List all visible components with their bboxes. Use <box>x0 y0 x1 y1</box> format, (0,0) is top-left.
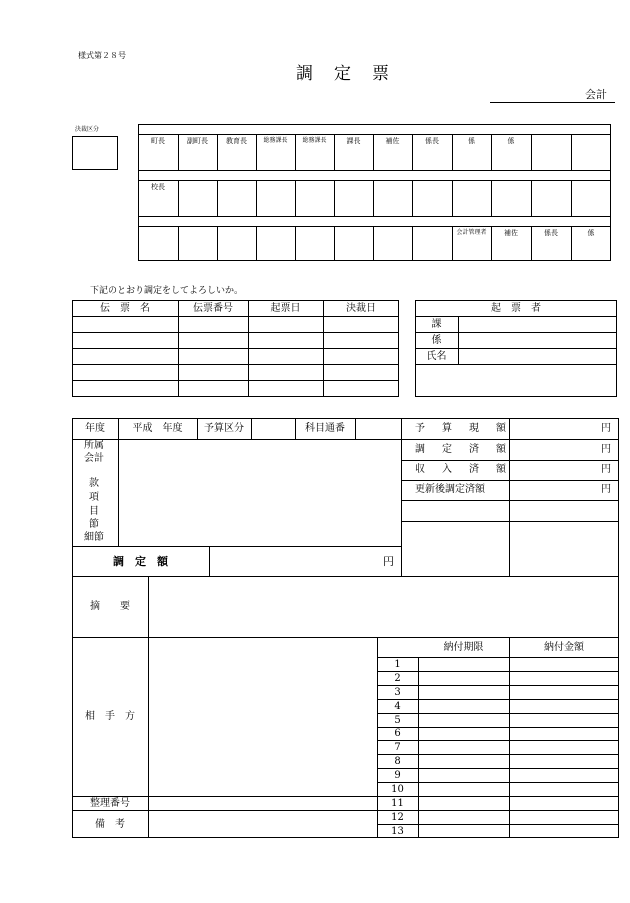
assessment-amount-label: 調 定 額 <box>113 555 168 568</box>
affiliation-label: 所属 <box>84 440 104 451</box>
approval-title-staff-3: 係 <box>587 228 595 237</box>
drafter-header: 起 票 者 <box>491 302 541 314</box>
budget-current-label: 予 算 現 額 <box>415 423 510 434</box>
approval-title-principal: 校長 <box>151 183 165 191</box>
installment-number: 9 <box>394 769 401 781</box>
voucher-name-header: 伝 票 名 <box>100 302 150 314</box>
approval-title-subsection-chief: 係長 <box>425 136 439 145</box>
era-year-field[interactable]: 平成 年度 <box>132 423 183 434</box>
accounting-label: 会計 <box>84 453 104 464</box>
approval-title-section-chief: 課長 <box>346 136 361 145</box>
yen-unit-4: 円 <box>601 484 611 495</box>
installment-number: 4 <box>394 700 401 712</box>
assessment-yen-unit: 円 <box>383 555 394 568</box>
approval-title-superintendent: 教育長 <box>226 136 247 145</box>
approval-category-box[interactable] <box>72 136 118 170</box>
installment-number: 10 <box>391 783 404 795</box>
approval-title-general-affairs-chief-2: 総務課長 <box>302 137 327 144</box>
department-label: 会計 <box>585 88 607 101</box>
main-table <box>72 418 619 838</box>
account-code-label: 科目通番 <box>305 423 345 434</box>
payment-amount-header: 納付金額 <box>544 641 584 653</box>
form-number: 様式第２８号 <box>78 51 126 60</box>
approval-category-label: 決裁区分 <box>75 126 100 133</box>
assessed-total-label: 調 定 済 額 <box>415 444 510 455</box>
installment-number: 3 <box>394 686 401 698</box>
approval-title-assistant-2: 補佐 <box>504 228 518 237</box>
updated-assessed-label: 更新後調定済額 <box>415 484 485 495</box>
installment-number: 5 <box>394 714 401 726</box>
payment-deadline-header: 納付期限 <box>443 641 484 653</box>
reference-number-label: 整理番号 <box>90 797 130 809</box>
summary-label: 摘 要 <box>90 601 130 612</box>
item-saisetsu-label: 細節 <box>84 532 104 543</box>
installment-number: 1 <box>394 658 401 670</box>
remarks-label: 備 考 <box>95 818 125 830</box>
page-title: 調 定 票 <box>296 64 391 84</box>
approval-title-general-affairs-chief: 総務課長 <box>263 137 288 144</box>
installment-number: 7 <box>394 741 401 753</box>
item-setsu-label: 節 <box>89 519 99 530</box>
draft-date-header: 起票日 <box>270 302 301 314</box>
installment-number: 13 <box>391 825 404 837</box>
installment-number: 12 <box>391 811 404 823</box>
installment-number: 2 <box>394 672 401 684</box>
approval-title-accounting-manager: 会計管理者 <box>456 229 487 236</box>
approval-title-staff-1: 係 <box>468 136 475 145</box>
yen-unit-3: 円 <box>601 464 611 475</box>
approval-title-assistant: 補佐 <box>385 136 400 145</box>
item-moku-label: 目 <box>89 506 99 517</box>
drafter-subsection-label: 係 <box>431 334 442 346</box>
approval-date-header: 決裁日 <box>346 302 376 314</box>
item-kou-label: 項 <box>89 492 99 503</box>
item-kan-label: 款 <box>89 478 99 489</box>
approval-title-staff-2: 係 <box>507 136 515 145</box>
installment-number: 6 <box>394 728 401 739</box>
yen-unit-1: 円 <box>601 423 611 434</box>
counterparty-label: 相 手 方 <box>85 711 135 722</box>
approval-title-deputy-mayor: 副町長 <box>187 136 208 145</box>
voucher-number-header: 伝票番号 <box>193 302 233 314</box>
approval-title-mayor: 町長 <box>151 136 165 145</box>
drafter-section-label: 課 <box>431 318 442 330</box>
installment-number: 11 <box>391 797 404 809</box>
yen-unit-2: 円 <box>601 444 611 455</box>
fiscal-year-label: 年度 <box>85 423 105 434</box>
budget-category-label: 予算区分 <box>204 423 244 434</box>
received-total-label: 収 入 済 額 <box>415 464 510 475</box>
approval-title-subsection-chief-2: 係長 <box>544 228 558 237</box>
drafter-name-label: 氏名 <box>426 350 447 362</box>
installment-number: 8 <box>394 755 401 767</box>
request-text: 下記のとおり調定をしてよろしいか。 <box>90 286 244 296</box>
department-underline <box>490 102 615 103</box>
